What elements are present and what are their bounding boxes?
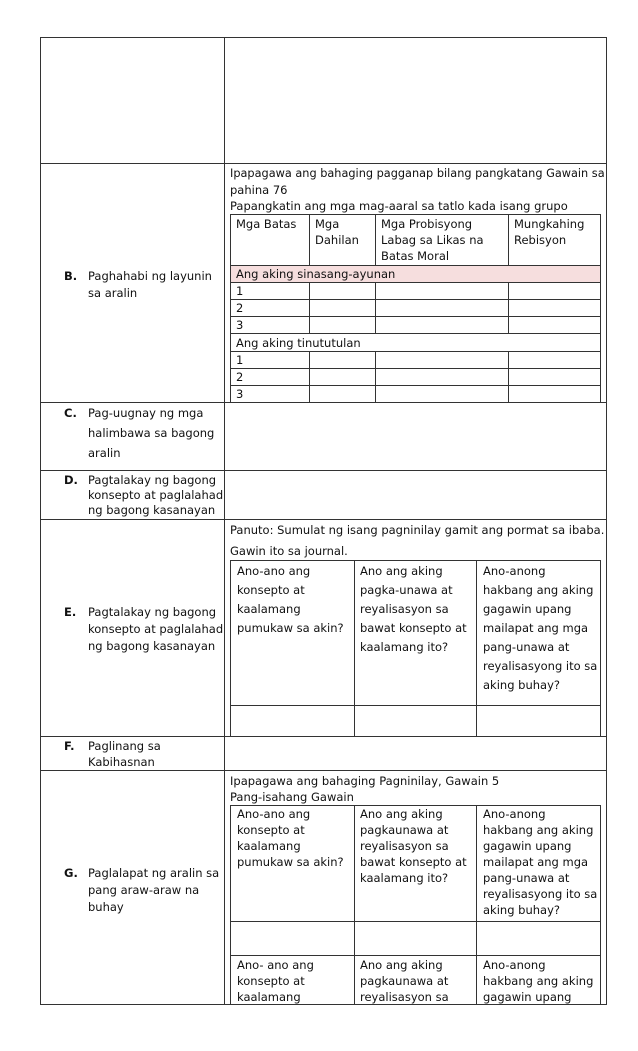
inner-table-border bbox=[230, 214, 601, 215]
row-letter: E. bbox=[64, 605, 77, 619]
label-line: Paglalapat ng aralin sa bbox=[88, 866, 220, 880]
cell-line: pang-unawa at bbox=[483, 640, 570, 654]
row-number: 2 bbox=[236, 301, 244, 315]
cell-line: aking buhay? bbox=[483, 678, 560, 692]
cell-line: kaalamang bbox=[237, 839, 301, 853]
cell-line: Ano- ano ang bbox=[237, 958, 314, 972]
inner-col bbox=[508, 351, 509, 402]
row-number: 2 bbox=[236, 370, 244, 384]
row-separator bbox=[40, 470, 607, 471]
inner-table-border bbox=[230, 805, 231, 1005]
inner-row bbox=[230, 385, 601, 386]
row-separator bbox=[40, 736, 607, 737]
cell-line: Ano-anong bbox=[483, 564, 546, 578]
inner-row bbox=[230, 705, 601, 706]
cell-line: kaalamang ito? bbox=[360, 640, 449, 654]
intro-line: pahina 76 bbox=[230, 183, 288, 197]
row-number: 3 bbox=[236, 318, 244, 332]
cell-line: hakbang ang aking bbox=[483, 583, 594, 597]
row-letter: G. bbox=[64, 866, 78, 880]
label-line: Paglinang sa bbox=[88, 739, 161, 753]
row-separator bbox=[40, 402, 607, 403]
intro-line: Panuto: Sumulat ng isang pagninilay gamit ang pormat sa ibaba. bbox=[230, 523, 605, 537]
header-cell: Mungkahing Rebisyon bbox=[514, 217, 585, 247]
inner-col bbox=[309, 351, 310, 402]
label-line: ng bagong kasanayan bbox=[88, 639, 216, 653]
cell-line: bawat konsepto at bbox=[360, 855, 467, 869]
cell-line: kaalamang bbox=[237, 990, 301, 1004]
cell-line: Ano ang aking bbox=[360, 958, 443, 972]
inner-col bbox=[375, 282, 376, 333]
table-right-border bbox=[606, 37, 607, 1005]
cell-line: mailapat ang mga bbox=[483, 855, 589, 869]
inner-col bbox=[309, 214, 310, 265]
intro-line: Pang-isahang Gawain bbox=[230, 790, 354, 804]
inner-table-border bbox=[230, 214, 231, 402]
inner-row bbox=[230, 368, 601, 369]
label-line: halimbawa sa bagong bbox=[88, 426, 215, 440]
table-top-border bbox=[40, 37, 607, 38]
section-title: Ang aking tinututulan bbox=[236, 336, 361, 350]
cell-line: Ano-anong bbox=[483, 958, 546, 972]
row-separator bbox=[40, 163, 607, 164]
cell-line: reyalisasyong ito sa bbox=[483, 659, 598, 673]
inner-row bbox=[230, 921, 601, 922]
label-line: Paghahabi ng layunin bbox=[88, 269, 212, 283]
label-line: Pagtalakay ng bagong bbox=[88, 605, 217, 619]
inner-col bbox=[309, 282, 310, 333]
inner-col bbox=[375, 351, 376, 402]
inner-table-border bbox=[230, 560, 601, 561]
cell-line: Ano-ano ang bbox=[237, 807, 311, 821]
label-line: pang araw-araw na bbox=[88, 883, 200, 897]
row-separator bbox=[40, 519, 607, 520]
cell-line: reyalisasyong ito sa bbox=[483, 887, 598, 901]
cell-line: pumukaw sa akin? bbox=[237, 621, 344, 635]
row-letter: B. bbox=[64, 269, 78, 283]
inner-col bbox=[354, 805, 355, 1005]
inner-table-border bbox=[600, 805, 601, 1005]
row-separator bbox=[40, 770, 607, 771]
inner-table-border bbox=[600, 560, 601, 736]
cell-line: reyalisasyon sa bbox=[360, 602, 449, 616]
section-title: Ang aking sinasang-ayunan bbox=[236, 267, 396, 281]
cell-line: reyalisasyon sa bbox=[360, 839, 449, 853]
intro-line: Ipapagawa ang bahaging Pagninilay, Gawain 5 bbox=[230, 774, 500, 788]
intro-line: Papangkatin ang mga mag-aaral sa tatlo kada isang grupo bbox=[230, 199, 568, 213]
inner-row bbox=[230, 299, 601, 300]
label-line: Kabihasnan bbox=[88, 755, 155, 769]
cell-line: konsepto at bbox=[237, 583, 305, 597]
inner-row bbox=[230, 316, 601, 317]
cell-line: konsepto at bbox=[237, 823, 305, 837]
row-number: 3 bbox=[236, 387, 244, 401]
inner-table-border bbox=[600, 214, 601, 402]
row-number: 1 bbox=[236, 353, 244, 367]
cell-line: Ano ang aking bbox=[360, 564, 443, 578]
cell-line: gagawin upang bbox=[483, 839, 572, 853]
label-line: Pag-uugnay ng mga bbox=[88, 406, 204, 420]
intro-line: Ipapagawa ang bahaging pagganap bilang pangkatang Gawain sa bbox=[230, 167, 605, 180]
cell-line: pagkaunawa at bbox=[360, 974, 449, 988]
inner-col bbox=[476, 560, 477, 736]
inner-row bbox=[230, 955, 601, 956]
row-letter: F. bbox=[64, 739, 75, 753]
cell-line: Ano-anong bbox=[483, 807, 546, 821]
table-left-border bbox=[40, 37, 41, 1005]
cell-line: pagka-unawa at bbox=[360, 583, 453, 597]
column-divider bbox=[224, 37, 225, 1005]
label-line: konsepto at paglalahad bbox=[88, 488, 224, 502]
cell-line: pumukaw sa akin? bbox=[237, 855, 344, 869]
cell-line: hakbang ang aking bbox=[483, 974, 594, 988]
inner-col bbox=[375, 214, 376, 265]
inner-col bbox=[354, 560, 355, 736]
cell-line: reyalisasyon sa bbox=[360, 990, 449, 1004]
label-line: sa aralin bbox=[88, 286, 138, 300]
cell-line: Ano ang aking bbox=[360, 807, 443, 821]
label-line: konsepto at paglalahad bbox=[88, 622, 224, 636]
inner-table-border bbox=[230, 560, 231, 736]
cell-line: kaalamang bbox=[237, 602, 301, 616]
header-cell: Mga Dahilan bbox=[315, 217, 359, 247]
label-line: buhay bbox=[88, 900, 124, 914]
inner-col bbox=[476, 805, 477, 1005]
cell-line: Ano-ano ang bbox=[237, 564, 311, 578]
cell-line: bawat konsepto at bbox=[360, 621, 467, 635]
inner-col bbox=[508, 214, 509, 265]
header-cell: Mga Probisyong Labag sa Likas na Batas Moral bbox=[381, 217, 484, 263]
cell-line: konsepto at bbox=[237, 974, 305, 988]
inner-col bbox=[508, 282, 509, 333]
row-letter: C. bbox=[64, 406, 77, 420]
inner-row bbox=[230, 282, 601, 283]
cell-line: hakbang ang aking bbox=[483, 823, 594, 837]
inner-row bbox=[230, 351, 601, 352]
cell-line: gagawin upang bbox=[483, 602, 572, 616]
inner-row bbox=[230, 333, 601, 334]
row-letter: D. bbox=[64, 473, 78, 487]
cell-line: aking buhay? bbox=[483, 903, 560, 917]
cell-line: mailapat ang mga bbox=[483, 621, 589, 635]
row-number: 1 bbox=[236, 284, 244, 298]
cell-line: kaalamang ito? bbox=[360, 871, 449, 885]
cell-line: pang-unawa at bbox=[483, 871, 570, 885]
cell-line: gagawin upang bbox=[483, 990, 572, 1004]
label-line: ng bagong kasanayan bbox=[88, 503, 216, 517]
label-line: aralin bbox=[88, 446, 121, 460]
cell-line: pagkaunawa at bbox=[360, 823, 449, 837]
intro-line: Gawin ito sa journal. bbox=[230, 544, 348, 558]
label-line: Pagtalakay ng bagong bbox=[88, 473, 217, 487]
header-cell: Mga Batas bbox=[236, 217, 297, 231]
